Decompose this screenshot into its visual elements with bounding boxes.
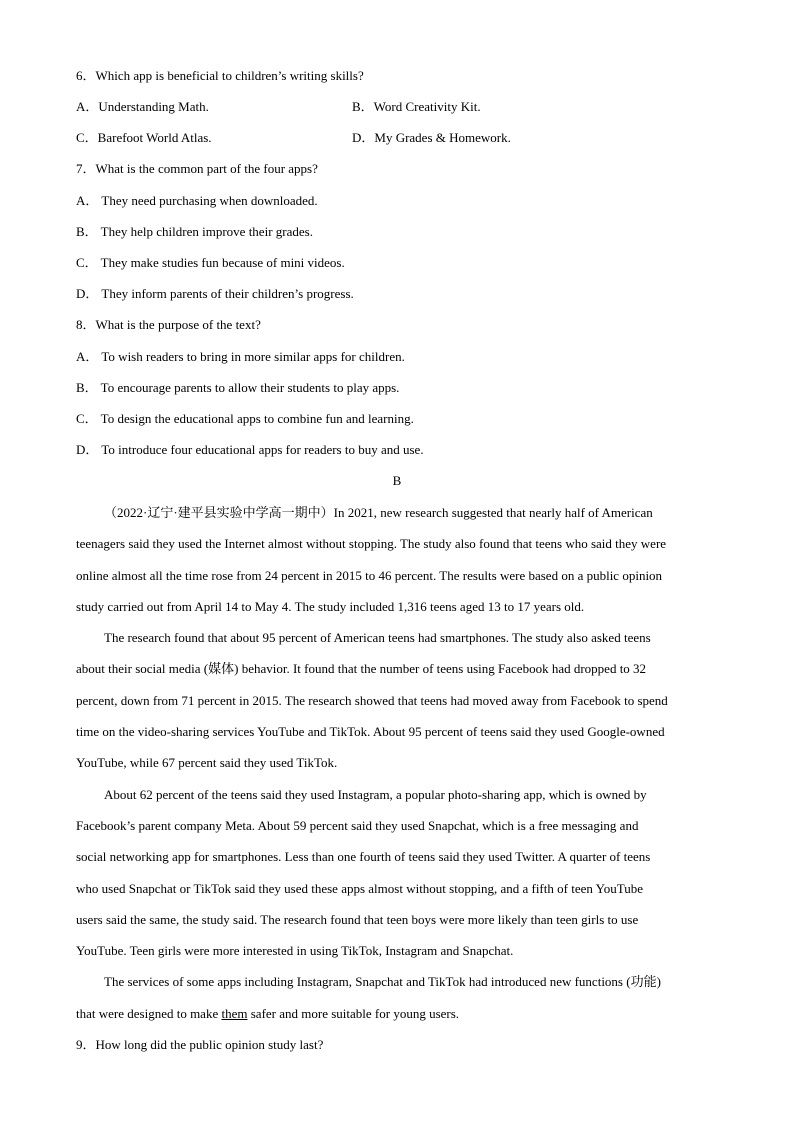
passage-p1-line-2: teenagers said they used the Internet almost without stopping. The study also found that teens who said they were — [76, 536, 667, 552]
passage-p3-line-5: users said the same, the study said. The research found that teen boys were more likely than teen girls to use — [76, 911, 639, 927]
passage-p4-text-after: safer and more suitable for young users. — [247, 1005, 460, 1021]
underlined-word: them — [221, 1005, 248, 1021]
question-8-stem: 8．What is the purpose of the text? — [76, 317, 261, 332]
passage-p3-line-2: Facebook’s parent company Meta. About 59 percent said they used Snapchat, which is a free messaging and — [76, 817, 639, 833]
question-7-option-b: B． They help children improve their grades. — [76, 224, 313, 239]
question-7-option-c: C． They make studies fun because of mini videos. — [76, 255, 345, 270]
passage — [76, 503, 716, 1035]
passage-p3-line-6: YouTube. Teen girls were more interested in using TikTok, Instagram and Snapchat. — [76, 943, 514, 959]
passage-p3-line-1: About 62 percent of the teens said they used Instagram, a popular photo-sharing app, which is owned by — [104, 786, 647, 802]
passage-p2-line-5: YouTube, while 67 percent said they used TikTok. — [76, 755, 338, 771]
question-8-option-b: B． To encourage parents to allow their students to play apps. — [76, 380, 400, 395]
passage-p4-text-before: that were designed to make — [76, 1005, 222, 1021]
question-9-stem: 9．How long did the public opinion study last? — [76, 1037, 324, 1052]
passage-p2-line-1: The research found that about 95 percent of American teens had smartphones. The study also asked teens — [104, 630, 651, 646]
question-6-option-a: A．Understanding Math. — [76, 99, 209, 114]
question-6-stem: 6．Which app is beneficial to children’s writing skills? — [76, 68, 364, 83]
question-7-option-d: D． They inform parents of their children’s progress. — [76, 286, 354, 301]
question-7-option-a: A． They need purchasing when downloaded. — [76, 193, 318, 208]
passage-p1-line-4: study carried out from April 14 to May 4. The study included 1,316 teens aged 13 to 17 years old. — [76, 598, 585, 614]
passage-p2-line-2: about their social media (媒体) behavior. It found that the number of teens using Facebook had dropped to 32 — [76, 661, 647, 677]
question-7-stem: 7．What is the common part of the four apps? — [76, 161, 318, 176]
passage-p4-line-1: The services of some apps including Instagram, Snapchat and TikTok had introduced new functions (功能) — [104, 974, 661, 990]
passage-p1-line-3: online almost all the time rose from 24 percent in 2015 to 46 percent. The results were based on a public opinion — [76, 567, 663, 583]
question-8-option-c: C． To design the educational apps to combine fun and learning. — [76, 411, 414, 426]
passage-p2-line-4: time on the video-sharing services YouTube and TikTok. About 95 percent of teens said they used Google-owned — [76, 724, 665, 740]
question-6-option-b: B．Word Creativity Kit. — [352, 99, 481, 114]
question-8-option-a: A． To wish readers to bring in more similar apps for children. — [76, 349, 405, 364]
passage-p4-line-2 — [76, 1004, 716, 1035]
question-8-option-d: D． To introduce four educational apps for readers to buy and use. — [76, 442, 424, 457]
passage-p2-line-3: percent, down from 71 percent in 2015. The research showed that teens had moved away from Facebook to spend — [76, 692, 668, 708]
passage-p1-line-1: （2022·辽宁·建平县实验中学高一期中）In 2021, new research suggested that nearly half of American — [104, 505, 653, 520]
passage-p3-line-3: social networking app for smartphones. Less than one fourth of teens said they used Twitter. A quarter of teens — [76, 849, 651, 865]
passage-p3-line-4: who used Snapchat or TikTok said they used these apps almost without stopping, and a fifth of teen YouTube — [76, 880, 643, 896]
section-label: B — [392, 473, 402, 488]
question-6-option-c: C．Barefoot World Atlas. — [76, 130, 212, 145]
question-6-option-d: D．My Grades & Homework. — [352, 130, 511, 145]
